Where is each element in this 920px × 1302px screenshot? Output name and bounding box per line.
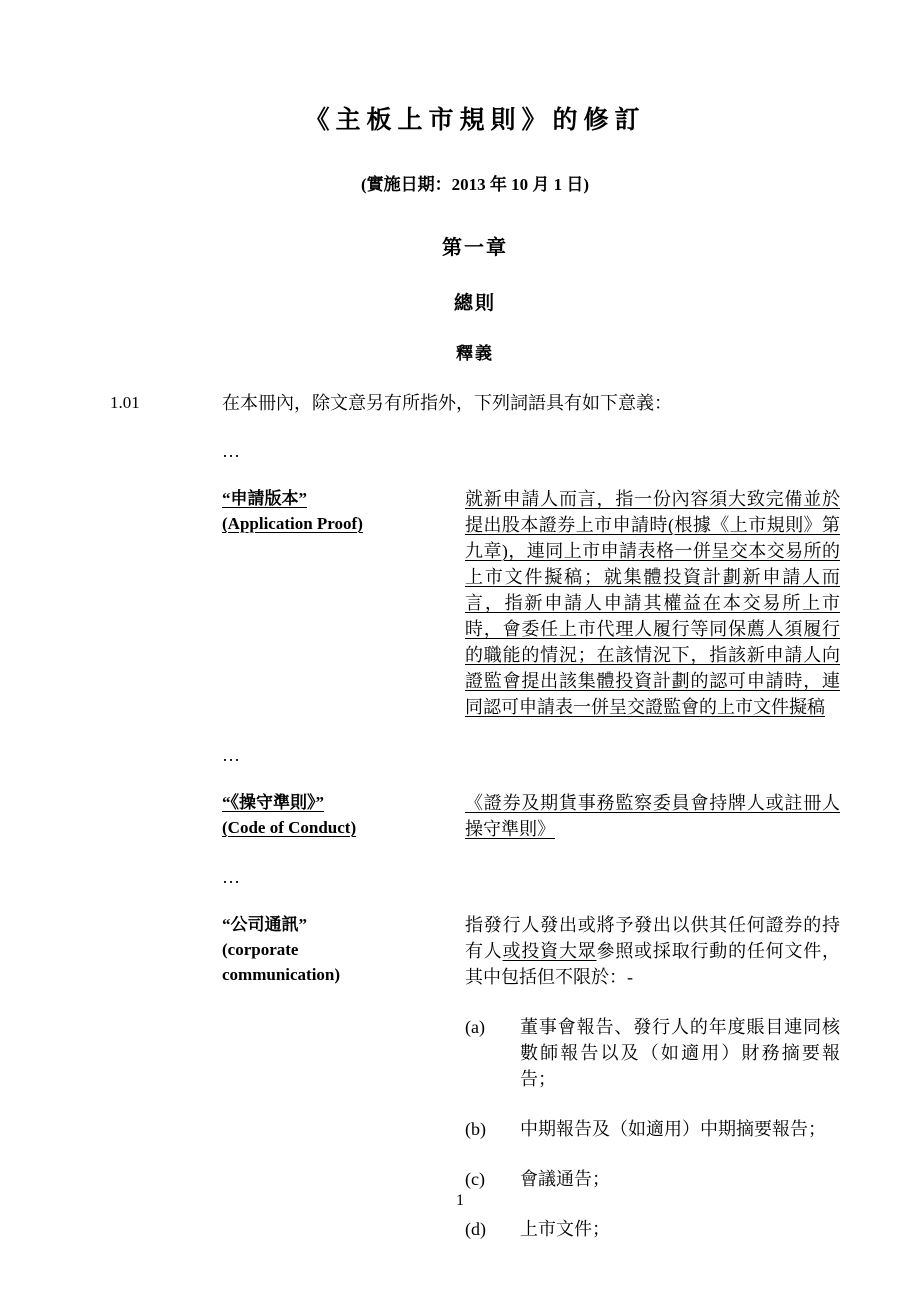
ellipsis-1: … (222, 441, 240, 461)
paragraph-text: 指發行人發出或將予發出以供其任何證券的持有人 (465, 915, 840, 961)
section-heading: 總則 (453, 293, 496, 314)
term-chinese: “《操守準則》” (222, 793, 324, 812)
list-item-text: 董事會報告、發行人的年度賬目連同核數師報告以及（如適用）財務摘要報告； (520, 1017, 840, 1089)
list-item-a (465, 1014, 840, 1092)
chapter-heading: 第一章 (442, 237, 508, 259)
definition-body: 就新申請人而言，指一份內容須大致完備並於提出股本證券上市申請時(根據《上市規則》第九章)，連同上市申請表格一併呈交本交易所的上市文件擬稿；就集體投資計劃新申請人而言，指新申請人申請其權益在本交易所上市時，會委任上市代理人履行等同保薦人須履行的職能的情況；在該情況下，指該新申請人向證監會提出該集體投資計劃的認可申請時，連同認可申請表一併呈交證監會的上市文件擬稿 (465, 489, 840, 717)
effective-date: (實施日期：2013 年 10 月 1 日) (360, 175, 590, 194)
list-item-label: (d) (465, 1219, 486, 1239)
paragraph-amended-text: 或投資大眾 (502, 941, 597, 961)
definition-term-column (222, 790, 465, 842)
definition-term-column (222, 912, 465, 1266)
subsection-heading: 釋義 (456, 344, 494, 363)
list-item-text: 上市文件； (520, 1219, 610, 1239)
list-item-label: (a) (465, 1017, 485, 1037)
term-english: (Code of Conduct) (222, 818, 357, 837)
list-item-label: (c) (465, 1169, 485, 1189)
clause-text: 在本冊內，除文意另有所指外，下列詞語具有如下意義： (222, 393, 672, 413)
ellipsis-2: … (222, 745, 240, 765)
definition-corporate-communication (222, 912, 840, 1266)
list-item-text: 會議通告； (520, 1169, 610, 1189)
list-item-label: (b) (465, 1119, 486, 1139)
list-item-text: 中期報告及（如適用）中期摘要報告； (520, 1119, 826, 1139)
definition-body (465, 912, 840, 1266)
definition-body: 《證券及期貨事務監察委員會持牌人或註冊人操守準則》 (465, 793, 840, 839)
term-chinese: “公司通訊” (222, 915, 307, 934)
list-item-c (465, 1166, 840, 1192)
paragraph-text: 參照或採取行動的任何文件，其中包括但不限於：- (465, 941, 841, 987)
term-chinese: “申請版本” (222, 489, 307, 508)
ellipsis-3: … (222, 867, 240, 887)
definition-paragraph (465, 912, 840, 990)
definition-application-proof (222, 486, 840, 720)
document-title: 《主板上市規則》的修訂 (304, 107, 646, 134)
term-english: (corporate communication) (222, 940, 341, 984)
list-item-b (465, 1116, 840, 1142)
list-item-d (465, 1216, 840, 1242)
definition-term-column (222, 486, 465, 720)
definition-code-of-conduct (222, 790, 840, 842)
term-english: (Application Proof) (222, 514, 363, 533)
page-number: 1 (456, 1192, 464, 1209)
clause-1-01 (110, 390, 840, 416)
clause-number: 1.01 (110, 393, 140, 412)
